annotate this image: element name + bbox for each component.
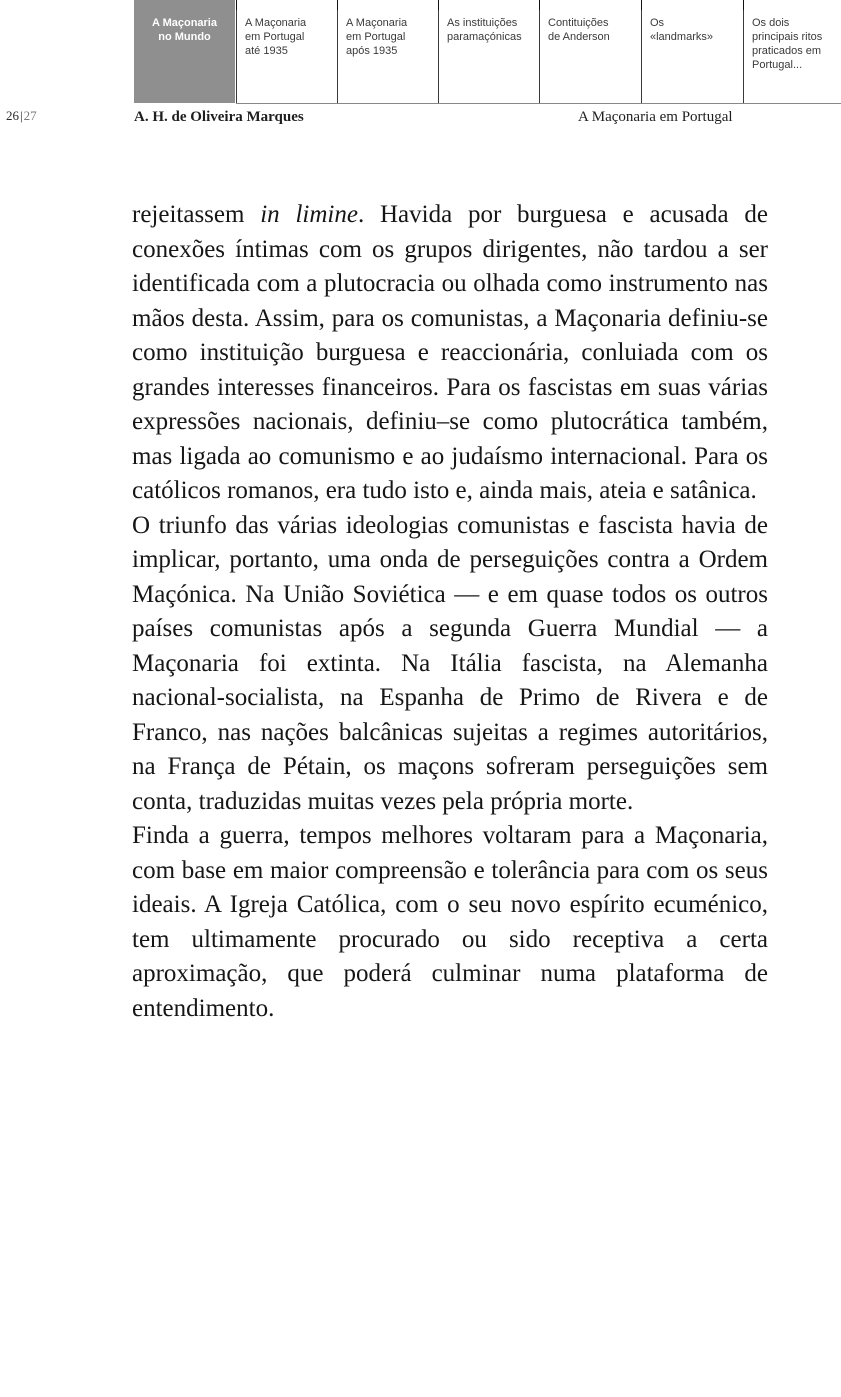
page-number-right: 27 <box>23 108 37 123</box>
tab-constituicoes-anderson[interactable] <box>539 0 641 103</box>
paragraph-1-start: rejeitassem <box>132 201 261 228</box>
tab-maconaria-portugal-ate-1935[interactable] <box>236 0 337 103</box>
tab-ritos-praticados[interactable] <box>743 0 841 103</box>
tab-instituicoes-paramaconicas[interactable] <box>438 0 539 103</box>
tab-label: A Maçonaria em Portugal até 1935 <box>245 17 307 57</box>
tab-maconaria-portugal-apos-1935[interactable] <box>337 0 438 103</box>
section-tab-strip <box>134 0 841 105</box>
page-number-separator: | <box>20 108 23 123</box>
tab-landmarks[interactable] <box>641 0 743 103</box>
paragraph-1-rest: . Havida por burguesa e acusada de conexões íntimas com os grupos dirigentes, não tardou a ser identificada com a plutocracia ou olhada como instrumento nas mãos desta. Assim, para os comunistas, a Maçonaria definiu-se como instituição burguesa e reaccionária, conluiada com os grandes interesses financeiros. Para os fascistas em suas várias expressões nacionais, definiu–se como plutocrática também, mas ligada ao comunismo e ao judaísmo internacional. Para os católicos romanos, era tudo isto e, ainda mais, ateia e satânica. <box>132 201 768 504</box>
page-number-left: 26 <box>6 108 19 123</box>
paragraph-3: Finda a guerra, tempos melhores voltaram para a Maçonaria, com base em maior compreensão e tolerância para com os seus ideais. A Igreja Católica, com o seu novo espírito ecuménico, tem ultimamente procurado ou sido receptiva a certa aproximação, que poderá culminar numa plataforma de entendimento. <box>132 822 768 1022</box>
tab-tick <box>641 0 642 10</box>
tab-label: Contituições de Anderson <box>548 17 610 43</box>
running-header-author: A. H. de Oliveira Marques <box>134 109 304 125</box>
paragraph-1 <box>132 198 768 509</box>
header-divider <box>236 103 841 104</box>
running-header-title: A Maçonaria em Portugal <box>578 109 733 125</box>
tab-label: Os «landmarks» <box>650 17 713 43</box>
tab-tick <box>438 0 439 10</box>
paragraph-1-italic: in limine <box>260 201 358 228</box>
tab-label: A Maçonaria no Mundo <box>151 17 217 43</box>
tab-label: A Maçonaria em Portugal após 1935 <box>346 17 408 57</box>
tab-tick <box>236 0 237 10</box>
paragraph-2: O triunfo das várias ideologias comunistas e fascista havia de implicar, portanto, uma onda de perseguições contra a Ordem Maçónica. Na União Soviética — e em quase todos os outros países comunistas após a segunda Guerra Mundial — a Maçonaria foi extinta. Na Itália fascista, na Alemanha nacional-socialista, na Espanha de Primo de Rivera e de Franco, nas nações balcânicas sujeitas a regimes autoritários, na França de Pétain, os maçons sofreram perseguições sem conta, traduzidas muitas vezes pela própria morte. <box>132 511 768 815</box>
tab-tick <box>743 0 744 10</box>
body-text <box>132 198 768 1026</box>
page-numbers <box>6 108 37 124</box>
tab-tick <box>337 0 338 10</box>
tab-label: Os dois principais ritos praticados em Portugal... <box>752 17 823 71</box>
tab-maconaria-no-mundo[interactable] <box>134 0 235 103</box>
tab-tick <box>539 0 540 10</box>
tab-label: As instituições paramaçónicas <box>447 17 522 43</box>
